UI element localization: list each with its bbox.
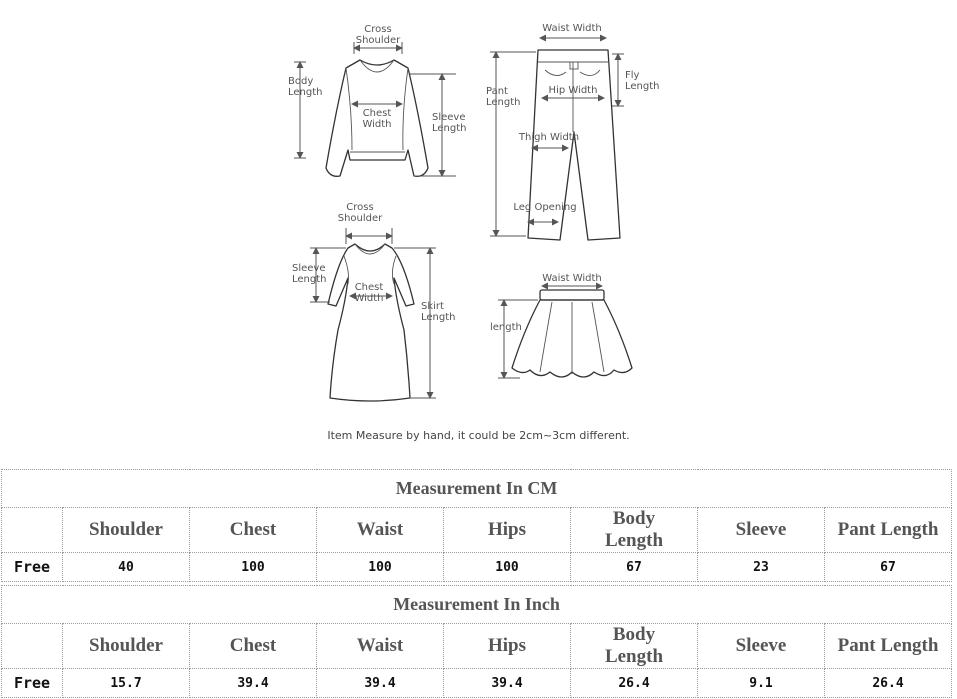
top-chest-width-label: Chest Width [362,108,392,130]
inch-header-empty [2,624,63,669]
pants-hip-width-label: Hip Width [548,85,598,96]
inch-header-sleeve: Sleeve [698,624,825,669]
pants-pant-length-label: Pant Length [486,86,521,108]
cm-header-empty [2,508,63,553]
top-cross-shoulder-label: Cross Shoulder [355,24,401,46]
dress-cross-shoulder-label: Cross Shoulder [337,202,383,224]
cm-header-shoulder: Shoulder [63,508,190,553]
pants-leg-opening-label: Leg Opening [513,202,577,213]
inch-value-body-length: 26.4 [571,669,698,698]
measurement-table-inch [1,585,952,698]
measurement-table-cm [1,469,952,582]
cm-header-sleeve: Sleeve [698,508,825,553]
inch-header-chest: Chest [190,624,317,669]
dress-chest-width-label: Chest Width [354,282,384,304]
measurement-note: Item Measure by hand, it could be 2cm~3cm different. [327,429,630,442]
inch-header-shoulder: Shoulder [63,624,190,669]
inch-header-body-length: Body Length [571,624,698,669]
inch-value-pant-length: 26.4 [825,669,952,698]
cm-header-body-length: Body Length [571,508,698,553]
inch-header-pant-length: Pant Length [825,624,952,669]
inch-value-chest: 39.4 [190,669,317,698]
table-row [2,669,952,698]
dress-sleeve-length-label: Sleeve Length [292,263,327,285]
cm-header-hips: Hips [444,508,571,553]
cm-value-pant-length: 67 [825,553,952,582]
skirt-drawing [512,290,632,377]
cm-value-hips: 100 [444,553,571,582]
top-sleeve-length-label: Sleeve Length [432,112,467,134]
cm-value-waist: 100 [317,553,444,582]
cm-value-shoulder: 40 [63,553,190,582]
inch-header-hips: Hips [444,624,571,669]
pants-fly-length-label: Fly Length [625,70,660,92]
cm-value-body-length: 67 [571,553,698,582]
cm-header-chest: Chest [190,508,317,553]
inch-value-sleeve: 9.1 [698,669,825,698]
table-row [2,553,952,582]
inch-value-waist: 39.4 [317,669,444,698]
inch-value-hips: 39.4 [444,669,571,698]
inch-header-waist: Waist [317,624,444,669]
cm-value-chest: 100 [190,553,317,582]
cm-table-title: Measurement In CM [2,470,952,508]
cm-row-size-label: Free [2,553,63,582]
inch-row-size-label: Free [2,669,63,698]
cm-header-waist: Waist [317,508,444,553]
dress-skirt-length-label: Skirt Length [421,301,456,323]
cm-value-sleeve: 23 [698,553,825,582]
top-body-length-label: Body Length [288,76,323,98]
inch-value-shoulder: 15.7 [63,669,190,698]
dress-drawing [328,244,414,401]
cm-header-pant-length: Pant Length [825,508,952,553]
pants-waist-width-label: Waist Width [542,23,602,34]
inch-table-title: Measurement In Inch [2,586,952,624]
skirt-length-label: length [490,322,522,333]
skirt-waist-width-label: Waist Width [542,273,602,284]
pants-thigh-width-label: Thigh Width [518,132,580,143]
